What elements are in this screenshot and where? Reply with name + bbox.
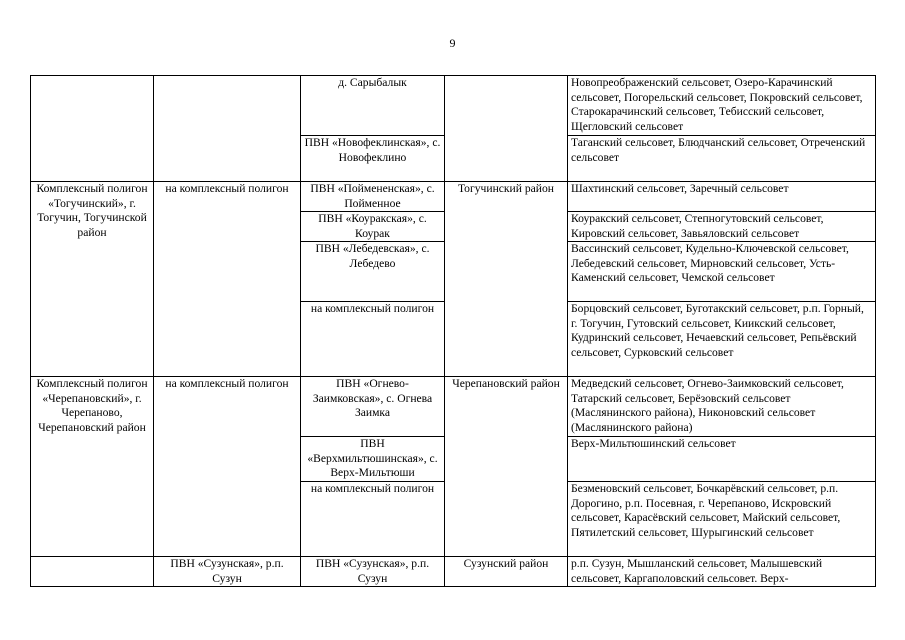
polygon-cell: Комплексный полигон «Тогучинский», г. Тогучин, Тогучинской район — [31, 182, 154, 377]
district-cell: Тогучинский район — [445, 182, 568, 377]
polygon-cell — [31, 76, 154, 182]
settlements-cell: Медведский сельсовет, Огнево-Заимковский сельсовет, Татарский сельсовет, Берёзовский сельсовет (Маслянинского района), Никоновский сельсовет (Маслянинского района) — [568, 377, 876, 437]
district-cell: Сузунский район — [445, 557, 568, 587]
settlements-cell: Таганский сельсовет, Блюдчанский сельсовет, Отреченский сельсовет — [568, 136, 876, 182]
site-cell: ПВН «Лебедевская», с. Лебедево — [301, 242, 445, 302]
polygon-cell: Комплексный полигон «Черепановский», г. Черепаново, Черепановский район — [31, 377, 154, 557]
table-row — [31, 76, 876, 136]
site-cell: ПВН «Верхмильтюшинская», с. Верх-Мильтюши — [301, 437, 445, 482]
site-cell: ПВН «Сузунская», р.п. Сузун — [301, 557, 445, 587]
district-cell: Черепановский район — [445, 377, 568, 557]
settlements-cell: Коуракский сельсовет, Степногутовский сельсовет, Кировский сельсовет, Завьяловский сельсовет — [568, 212, 876, 242]
transport-type-cell: на комплексный полигон — [154, 182, 301, 377]
site-cell: ПВН «Поймененская», с. Пойменное — [301, 182, 445, 212]
table-row — [31, 182, 876, 212]
site-cell: ПВН «Огнево-Заимковская», с. Огнева Заимка — [301, 377, 445, 437]
table-row — [31, 557, 876, 587]
settlements-cell: р.п. Сузун, Мышланский сельсовет, Малышевский сельсовет, Каргаполовский сельсовет. Верх- — [568, 557, 876, 587]
settlements-cell: Верх-Мильтюшинский сельсовет — [568, 437, 876, 482]
settlements-cell: Борцовский сельсовет, Буготакский сельсовет, р.п. Горный, г. Тогучин, Гутовский сельсовет, Киикский сельсовет, Кудринский сельсовет, Нечаевский сельсовет, Репьёвский сельсовет, Сурковский сельсовет — [568, 302, 876, 377]
transport-type-cell: на комплексный полигон — [154, 377, 301, 557]
site-cell: д. Сарыбалык — [301, 76, 445, 136]
settlements-cell: Безменовский сельсовет, Бочкарёвский сельсовет, р.п. Дорогино, р.п. Посевная, г. Черепаново, Искровский сельсовет, Карасёвский сельсовет, Майский сельсовет, Пятилетский сельсовет, Шурыгинский сельсовет — [568, 482, 876, 557]
settlements-cell: Вассинский сельсовет, Кудельно-Ключевской сельсовет, Лебедевский сельсовет, Мирновский сельсовет, Усть-Каменский сельсовет, Чемской сельсовет — [568, 242, 876, 302]
site-cell: на комплексный полигон — [301, 482, 445, 557]
settlements-cell: Шахтинский сельсовет, Заречный сельсовет — [568, 182, 876, 212]
site-cell: ПВН «Коуракская», с. Коурак — [301, 212, 445, 242]
transport-type-cell: ПВН «Сузунская», р.п. Сузун — [154, 557, 301, 587]
district-cell — [445, 76, 568, 182]
table-row — [31, 377, 876, 437]
settlement-table — [30, 75, 876, 587]
site-cell: ПВН «Новофеклинская», с. Новофеклино — [301, 136, 445, 182]
settlements-cell: Новопреображенский сельсовет, Озеро-Карачинский сельсовет, Погорельский сельсовет, Покровский сельсовет, Старокарачинский сельсовет, Тебисский сельсовет, Щегловский сельсовет — [568, 76, 876, 136]
site-cell: на комплексный полигон — [301, 302, 445, 377]
page-number: 9 — [449, 36, 456, 50]
transport-type-cell — [154, 76, 301, 182]
polygon-cell — [31, 557, 154, 587]
